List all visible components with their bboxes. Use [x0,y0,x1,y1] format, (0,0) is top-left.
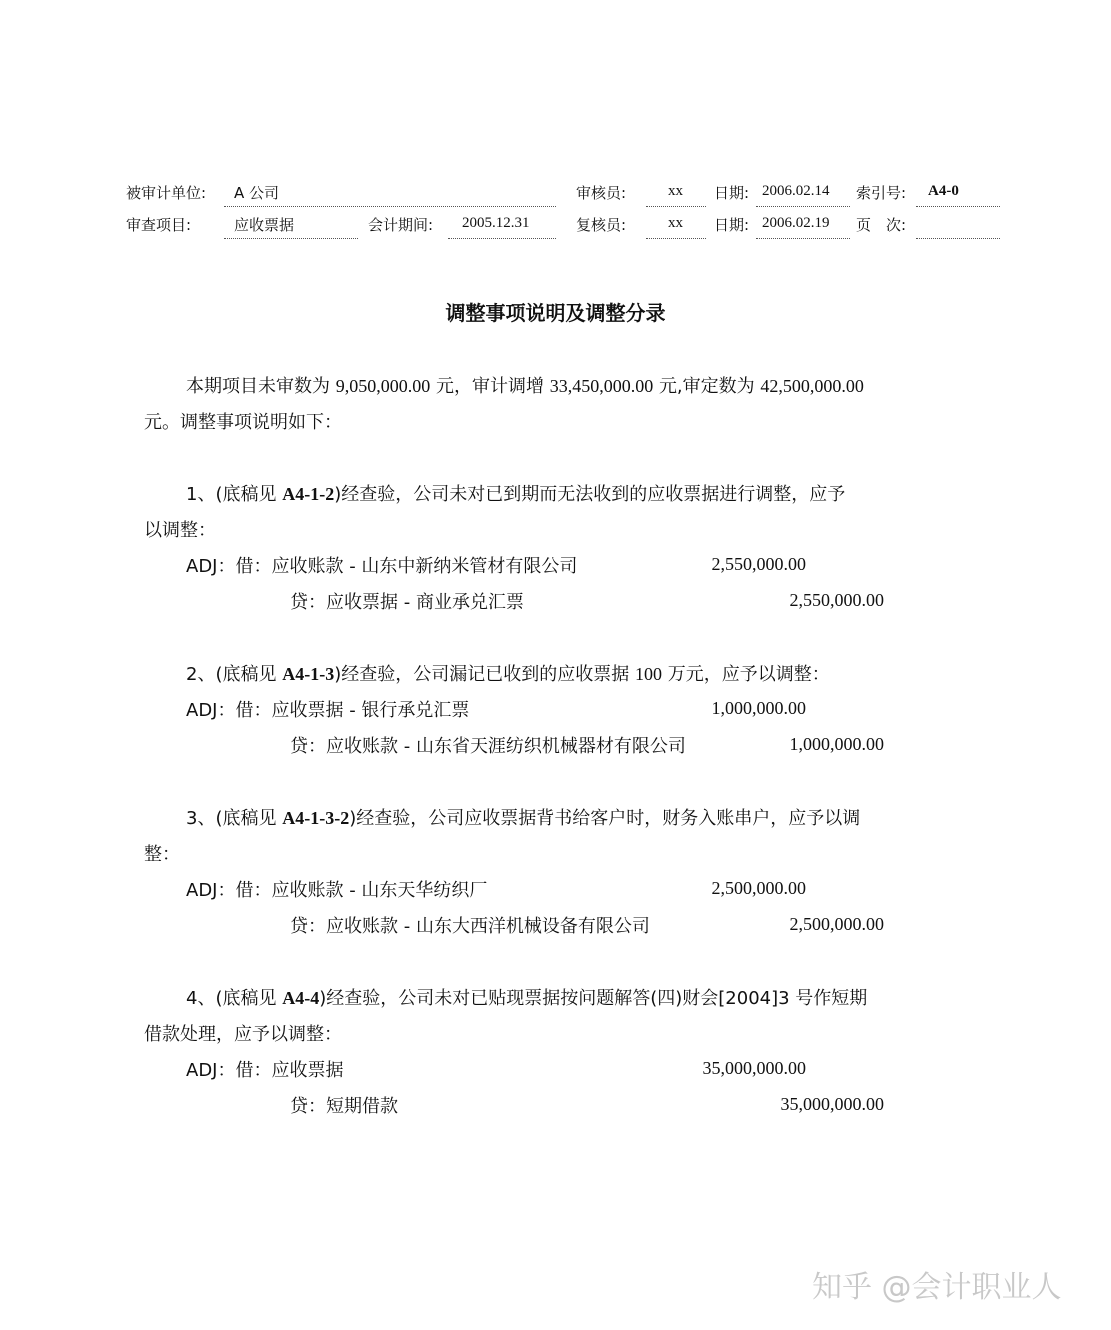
item-2-debit-label: ADJ：借：应收票据 - 银行承兑汇票 [186,700,470,721]
auditee-underline [224,206,556,207]
item-3-text: )经查验，公司应收票据背书给客户时，财务入账串户，应予以调 [349,808,861,829]
item-1-credit-label: 贷：应收票据 - 商业承兑汇票 [290,592,524,613]
item-4-credit-amount: 35,000,000.00 [780,1094,884,1114]
item-1-text: )经查验，公司未对已到期而无法收到的应收票据进行调整，应予 [334,484,846,505]
reviewer-value: xx [668,183,683,199]
item-4-text: )经查验，公司未对已贴现票据按问题解答(四)财会[2004]3 号作短期 [319,988,868,1009]
item-1-ref: A4-1-2 [282,484,335,504]
intro-unaudited-value: 9,050,000.00 [335,376,431,396]
item-4-ref: A4-4 [282,988,320,1008]
item-3-debit-label: ADJ：借：应收账款 - 山东天华纺织厂 [186,880,488,901]
item-underline [224,238,358,239]
rechecker-value: xx [668,215,683,231]
item-4-debit-amount: 35,000,000.00 [702,1058,806,1078]
item-3-credit-label: 贷：应收账款 - 山东大西洋机械设备有限公司 [290,916,650,937]
item-2-text-end: 万元，应予以调整： [667,664,830,685]
item-4-debit-label: ADJ：借：应收票据 [186,1060,344,1081]
item-2-credit-label: 贷：应收账款 - 山东省天涯纺织机械器材有限公司 [290,736,686,757]
rechecker-label: 复核员: [576,216,627,234]
intro-text-2: 元，审计调增 [435,376,544,397]
date2-underline [756,238,850,239]
period-underline [448,238,556,239]
item-4-number: 4、(底稿见 [186,988,277,1009]
item-1-debit-label: ADJ：借：应收账款 - 山东中新纳米管材有限公司 [186,556,578,577]
date2-value: 2006.02.19 [762,215,830,231]
auditee-value: A 公司 [234,184,280,202]
auditee-label: 被审计单位: [126,184,207,202]
item-1-line-2: 以调整： [144,520,216,541]
item-2-text-number: 100 [634,664,662,684]
item-4-line-2: 借款处理，应予以调整： [144,1024,342,1045]
item-value: 应收票据 [234,216,295,234]
watermark: 知乎 @会计职业人 [812,1270,1062,1305]
item-3-line-1 [186,804,860,830]
index-label: 索引号: [856,184,907,202]
page-underline [916,238,1000,239]
index-underline [916,206,1000,207]
date1-underline [756,206,850,207]
item-2-line-1 [186,660,830,686]
page-label: 页 次: [856,216,907,234]
item-2-credit-amount: 1,000,000.00 [789,734,884,754]
reviewer-label: 审核员: [576,184,627,202]
item-3-credit-amount: 2,500,000.00 [789,914,884,934]
period-label: 会计期间: [368,216,434,234]
period-value: 2005.12.31 [462,215,530,231]
item-2-text: )经查验，公司漏记已收到的应收票据 [334,664,630,685]
document-title: 调整事项说明及调整分录 [445,301,666,325]
item-3-ref: A4-1-3-2 [282,808,350,828]
date1-label: 日期: [714,184,750,202]
index-value: A4-0 [928,183,959,199]
intro-audited-value: 42,500,000.00 [760,376,864,396]
intro-adjust-value: 33,450,000.00 [549,376,654,396]
item-4-line-1 [186,984,867,1010]
item-2-ref: A4-1-3 [282,664,335,684]
item-label: 审查项目: [126,216,192,234]
item-3-number: 3、(底稿见 [186,808,277,829]
reviewer-underline [646,206,706,207]
item-1-debit-amount: 2,550,000.00 [711,554,806,574]
intro-line-1 [186,372,864,398]
intro-text-3: 元,审定数为 [658,376,755,397]
item-4-credit-label: 贷：短期借款 [290,1096,398,1117]
date1-value: 2006.02.14 [762,183,830,199]
item-3-debit-amount: 2,500,000.00 [711,878,806,898]
item-2-debit-amount: 1,000,000.00 [711,698,806,718]
item-1-line-1 [186,480,845,506]
rechecker-underline [646,238,706,239]
intro-text-1: 本期项目未审数为 [186,376,330,397]
item-2-number: 2、(底稿见 [186,664,277,685]
date2-label: 日期: [714,216,750,234]
item-1-credit-amount: 2,550,000.00 [789,590,884,610]
item-1-number: 1、(底稿见 [186,484,277,505]
intro-line-2: 元。调整事项说明如下： [144,412,342,433]
item-3-line-2: 整： [144,844,180,865]
